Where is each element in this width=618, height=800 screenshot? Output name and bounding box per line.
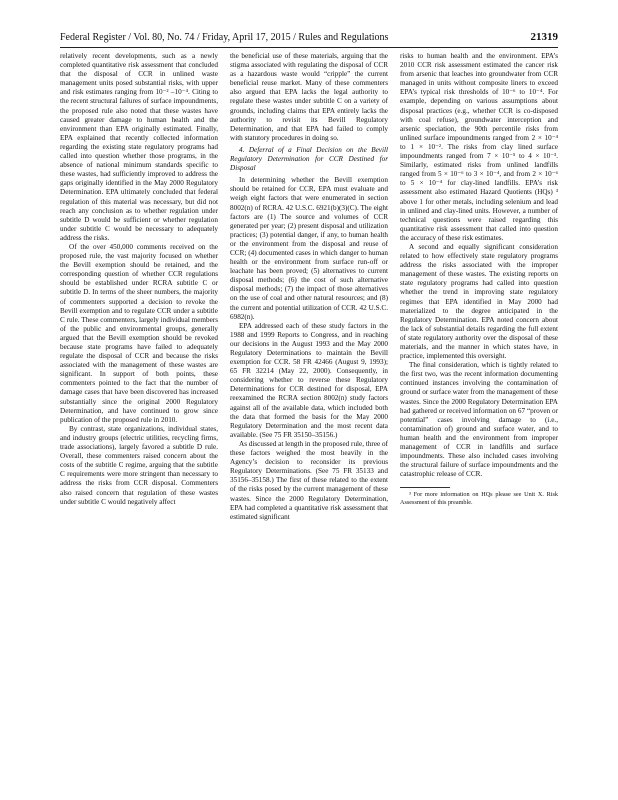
paragraph: In determining whether the Bevill exemption should be retained for CCR, EPA must evaluate and weigh eight factors that were enumerated in section 8002(n) of RCRA. 42 U.S.C. 6921(b)(3)(C). The eight factors are (1) The source and volumes of CCR generated per year; (2) present disposal and utilization practices; (3) potential danger, if any, to human health or the environment from the disposal and reuse of CCR; (4) documented cases in which danger to human health or the environment from surface run-off or leachate has been proved; (5) alternatives to current disposal methods; (6) the cost of such alternative disposal methods; (7) the impact of those alternatives on the use of coal and other natural resources; and (8) the current and potential utilization of CCR. 42 U.S.C. 6982(n).: [230, 176, 388, 321]
header-rule: [60, 47, 558, 48]
paragraph: The final consideration, which is tightly related to the first two, was the recent information documenting continued instances involving the contamination of ground or surface water from the management of these wastes. Since the 2000 Regulatory Determination EPA had gathered or received information on 67 “proven or potential” cases involving damage to (i.e., contamination of) ground and surface water, and to human health and the environment from improper management of CCR in landfills and surface impoundments. These also included cases involving the structural failure of surface impoundments and the catastrophic release of CCR.: [400, 361, 558, 479]
paragraph: A second and equally significant consideration related to how effectively state regulatory programs address the risks associated with the improper management of these wastes. The existing reports on state regulatory programs had called into question whether the trend in improving state regulatory regimes that EPA identified in May 2000 had materialized to the degree anticipated in the Regulatory Determination. EPA noted concern about the lack of substantial details regarding the full extent of state regulatory authority over the disposal of these materials, and the manner in which states have, in practice, implemented this oversight.: [400, 242, 558, 361]
paragraph: Of the over 450,000 comments received on the proposed rule, the vast majority focused on whether the Bevill exemption should be retained, and the corresponding question of whether CCR regulations should be established under RCRA subtitle C or subtitle D. In terms of the sheer numbers, the majority of commenters supported a decision to revoke the Bevill exemption and to regulate CCR under a subtitle C rule. These commenters, largely individual members of the public and environmental groups, generally argued that the Bevill exemption should be revoked because state programs have failed to adequately regulate the disposal of CCR and because the risks associated with the management of these wastes are significant. In support of both points, these commenters pointed to the fact that the number of damage cases that have been discovered has increased substantially since the original 2000 Regulatory Determination, and have continued to grow since publication of the proposed rule in 2010.: [60, 242, 218, 424]
paragraph: EPA addressed each of these study factors in the 1988 and 1999 Reports to Congress, and in reaching our decisions in the August 1993 and the May 2000 Regulatory Determinations to maintain the Bevill exemption for CCR. 58 FR 42466 (August 9, 1993); 65 FR 32214 (May 22, 2000). Consequently, in considering whether to reverse these Regulatory Determinations for CCR destined for disposal, EPA reexamined the RCRA section 8002(n) study factors against all of the available data, which included both the data that formed the basis for the May 2000 Regulatory Determination and the most recent data available. (See 75 FR 35150–35156.): [230, 321, 388, 439]
paragraph: risks to human health and the environment. EPA’s 2010 CCR risk assessment estimated the cancer risk from arsenic that leaches into groundwater from CCR managed in units without composite liners to exceed EPA’s typical risk thresholds of 10⁻⁶ to 10⁻⁴. For example, depending on various assumptions about disposal practices (e.g., whether CCR is co-disposed with coal refuse), groundwater interception and arsenic speciation, the 90th percentile risks from unlined surface impoundments ranged from 2 × 10⁻⁴ to 1 × 10⁻². The risks from clay lined surface impoundments ranged from 7 × 10⁻⁵ to 4 × 10⁻³. Similarly, estimated risks from unlined landfills ranged from 5 × 10⁻⁶ to 3 × 10⁻⁴, and from 2 × 10⁻⁶ to 5 × 10⁻⁴ for clay-lined landfills. EPA’s risk assessment also estimated Hazard Quotients (HQs) ³ above 1 for other metals, including selenium and lead in unlined and clay-lined units. However, a number of technical questions were raised regarding this quantitative risk assessment that called into question the accuracy of these risk estimates.: [400, 52, 558, 242]
header-title: Federal Register / Vol. 80, No. 74 / Friday, April 17, 2015 / Rules and Regulations: [60, 31, 389, 43]
paragraph: By contrast, state organizations, individual states, and industry groups (electric utilities, recycling firms, trade associations), largely favored a subtitle D rule. Overall, these commenters raised concern about the costs of the subtitle C regime, arguing that the subtitle C requirements were more stringent than necessary to address the risks from CCR disposal. Commenters also raised concern that regulation of these wastes under subtitle C would negatively affect: [60, 424, 218, 506]
section-heading: 4. Deferral of a Final Decision on the Bevill Regulatory Determination for CCR Destined for Disposal: [230, 145, 388, 173]
paragraph: As discussed at length in the proposed rule, three of these factors weighed the most heavily in the Agency’s decision to reconsider its previous Regulatory Determinations. (See 75 FR 35133 and 35156–35158.) The first of these related to the extent of the risks posed by the current management of these wastes. Since the 2000 Regulatory Determination, EPA had completed a quantitative risk assessment that estimated significant: [230, 439, 388, 521]
column-2: [230, 52, 388, 770]
paragraph: relatively recent developments, such as a newly completed quantitative risk assessment that concluded that the disposal of CCR in unlined waste management units posed substantial risks, with upper and risk estimates ranging from 10⁻² –10⁻⁴. Citing to the recent structural failures of surface impoundments, the proposed rule also noted that these wastes have caused greater damage to human health and the environment than EPA originally estimated. Finally, EPA explained that recently collected information regarding the existing state regulatory programs had called into question whether those programs, in the absence of national minimum standards specific to these wastes, had sufficiently improved to address the gaps originally identified in the May 2000 Regulatory Determination. EPA ultimately concluded that federal regulation of this material was necessary, but did not reach any conclusion as to whether regulation under subtitle D would be sufficient or whether regulation under subtitle C would be necessary to adequately address the risks.: [60, 52, 218, 242]
paragraph: the beneficial use of these materials, arguing that the stigma associated with regulating the disposal of CCR as a hazardous waste would “cripple” the current beneficial reuse market. Many of these commenters also argued that EPA lacks the legal authority to regulate these wastes under subtitle C on a variety of grounds, including claims that EPA entirely lacks the authority to revisit its Bevill Regulatory Determination, and that EPA had failed to comply with statutory procedures in doing so.: [230, 52, 388, 142]
footnote: ³ For more information on HQs please see Unit X. Risk Assessment of this preamble.: [400, 491, 558, 506]
footnote-rule: [400, 487, 450, 488]
page-header: [60, 30, 558, 44]
column-3: [400, 52, 558, 770]
text-columns: [60, 52, 558, 770]
column-1: [60, 52, 218, 770]
page-number: 21319: [530, 31, 558, 43]
